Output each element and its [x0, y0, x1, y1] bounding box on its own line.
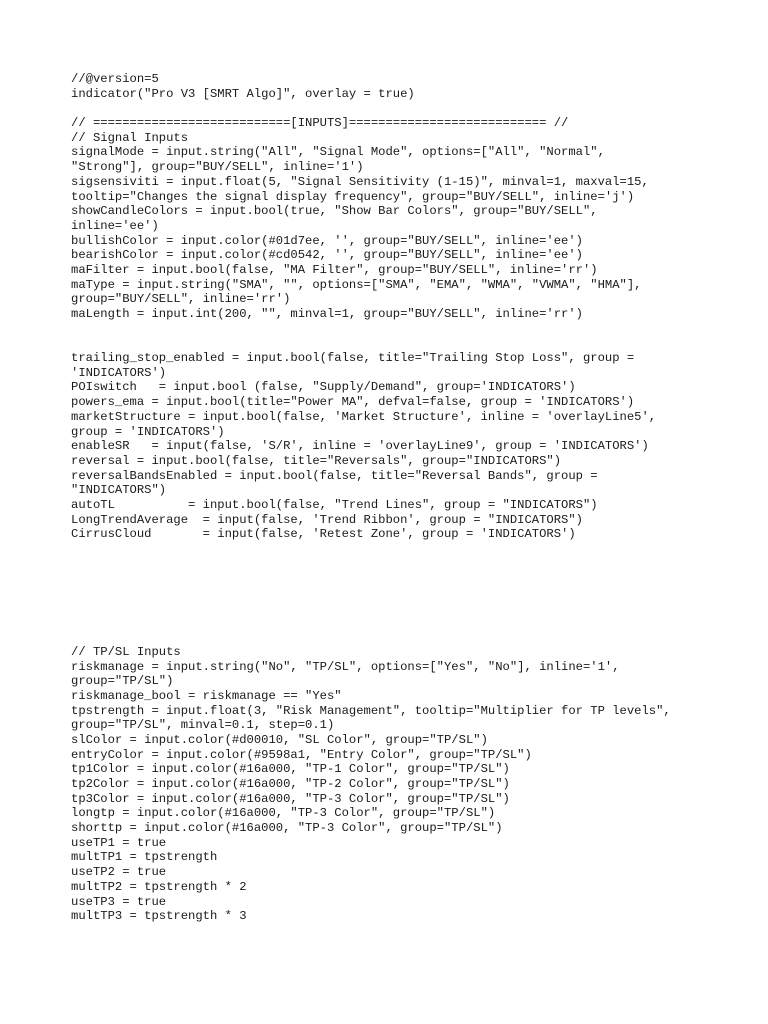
blank-line [71, 557, 761, 572]
code-line: maLength = input.int(200, "", minval=1, group="BUY/SELL", inline='rr') [71, 307, 583, 321]
blank-line [71, 101, 761, 116]
code-line: riskmanage_bool = riskmanage == "Yes" [71, 688, 342, 703]
code-line: // Signal Inputs [71, 130, 189, 145]
code-line: CirrusCloud = input(false, 'Retest Zone', group = 'INDICATORS') [71, 527, 576, 542]
code-line: 'INDICATORS') [71, 365, 167, 380]
code-line: reversal = input.bool(false, title="Reversals", group="INDICATORS") [71, 453, 562, 468]
code-line: indicator("Pro V3 [SMRT Algo]", overlay = true) [71, 86, 415, 101]
code-line: maFilter = input.bool(false, "MA Filter", group="BUY/SELL", inline='rr') [71, 262, 598, 277]
code-line: sigsensiviti = input.float(5, "Signal Sensitivity (1-15)", minval=1, maxval=15, [71, 174, 649, 189]
blank-line [71, 615, 761, 630]
code-line: "INDICATORS") [71, 483, 167, 498]
blank-line [71, 586, 761, 601]
code-document [71, 72, 761, 924]
code-line: tooltip="Changes the signal display frequency", group="BUY/SELL", inline='j') [71, 189, 635, 204]
blank-line [71, 601, 761, 616]
code-line: "Strong"], group="BUY/SELL", inline='1') [71, 160, 364, 175]
code-line: inline='ee') [71, 218, 159, 233]
code-line: multTP2 = tpstrength * 2 [71, 879, 247, 894]
code-line: tpstrength = input.float(3, "Risk Management", tooltip="Multiplier for TP levels", [71, 703, 671, 718]
code-line: maType = input.string("SMA", "", options=["SMA", "EMA", "WMA", "VWMA", "HMA"], [71, 277, 642, 292]
code-line: group="TP/SL") [71, 674, 174, 689]
code-line: entryColor = input.color(#9598a1, "Entry Color", group="TP/SL") [71, 747, 532, 762]
code-line: powers_ema = input.bool(title="Power MA", defval=false, group = 'INDICATORS') [71, 395, 635, 410]
code-line: riskmanage = input.string("No", "TP/SL", options=["Yes", "No"], inline='1', [71, 659, 620, 674]
code-line: group="BUY/SELL", inline='rr') [71, 292, 291, 307]
code-line: group="TP/SL", minval=0.1, step=0.1) [71, 718, 335, 733]
code-line: showCandleColors = input.bool(true, "Show Bar Colors", group="BUY/SELL", [71, 204, 598, 219]
code-line: tp1Color = input.color(#16a000, "TP-1 Color", group="TP/SL") [71, 762, 510, 777]
code-line: useTP2 = true [71, 865, 167, 880]
blank-line [71, 336, 761, 351]
code-line: LongTrendAverage = input(false, 'Trend Ribbon', group = "INDICATORS") [71, 512, 583, 527]
code-line: group = 'INDICATORS') [71, 424, 225, 439]
code-line: useTP3 = true [71, 894, 167, 909]
blank-line [71, 322, 761, 337]
code-line: // ===========================[INPUTS]=========================== // [71, 116, 569, 131]
code-line: marketStructure = input.bool(false, 'Market Structure', inline = 'overlayLine5', [71, 409, 657, 424]
code-line: multTP3 = tpstrength * 3 [71, 909, 247, 924]
code-line: POIswitch = input.bool (false, "Supply/Demand", group='INDICATORS') [71, 380, 576, 395]
code-line: signalMode = input.string("All", "Signal Mode", options=["All", "Normal", [71, 145, 605, 160]
code-line: trailing_stop_enabled = input.bool(false, title="Trailing Stop Loss", group = [71, 351, 635, 366]
code-line: tp2Color = input.color(#16a000, "TP-2 Color", group="TP/SL") [71, 777, 510, 791]
code-line: // TP/SL Inputs [71, 644, 181, 659]
code-line: longtp = input.color(#16a000, "TP-3 Color", group="TP/SL") [71, 806, 496, 821]
code-line: enableSR = input(false, 'S/R', inline = 'overlayLine9', group = 'INDICATORS') [71, 439, 649, 454]
code-line: tp3Color = input.color(#16a000, "TP-3 Color", group="TP/SL") [71, 791, 510, 806]
code-line: multTP1 = tpstrength [71, 850, 218, 865]
code-line: autoTL = input.bool(false, "Trend Lines", group = "INDICATORS") [71, 497, 598, 512]
code-line: reversalBandsEnabled = input.bool(false, title="Reversal Bands", group = [71, 468, 598, 483]
blank-line [71, 630, 761, 645]
code-line: useTP1 = true [71, 835, 167, 850]
code-line: bearishColor = input.color(#cd0542, '', group="BUY/SELL", inline='ee') [71, 248, 583, 263]
code-line: slColor = input.color(#d00010, "SL Color", group="TP/SL") [71, 732, 488, 747]
blank-line [71, 571, 761, 586]
code-line: //@version=5 [71, 72, 159, 86]
code-line: bullishColor = input.color(#01d7ee, '', group="BUY/SELL", inline='ee') [71, 233, 583, 248]
code-line: shorttp = input.color(#16a000, "TP-3 Color", group="TP/SL") [71, 821, 503, 836]
blank-line [71, 542, 761, 557]
code-lines [71, 72, 761, 924]
